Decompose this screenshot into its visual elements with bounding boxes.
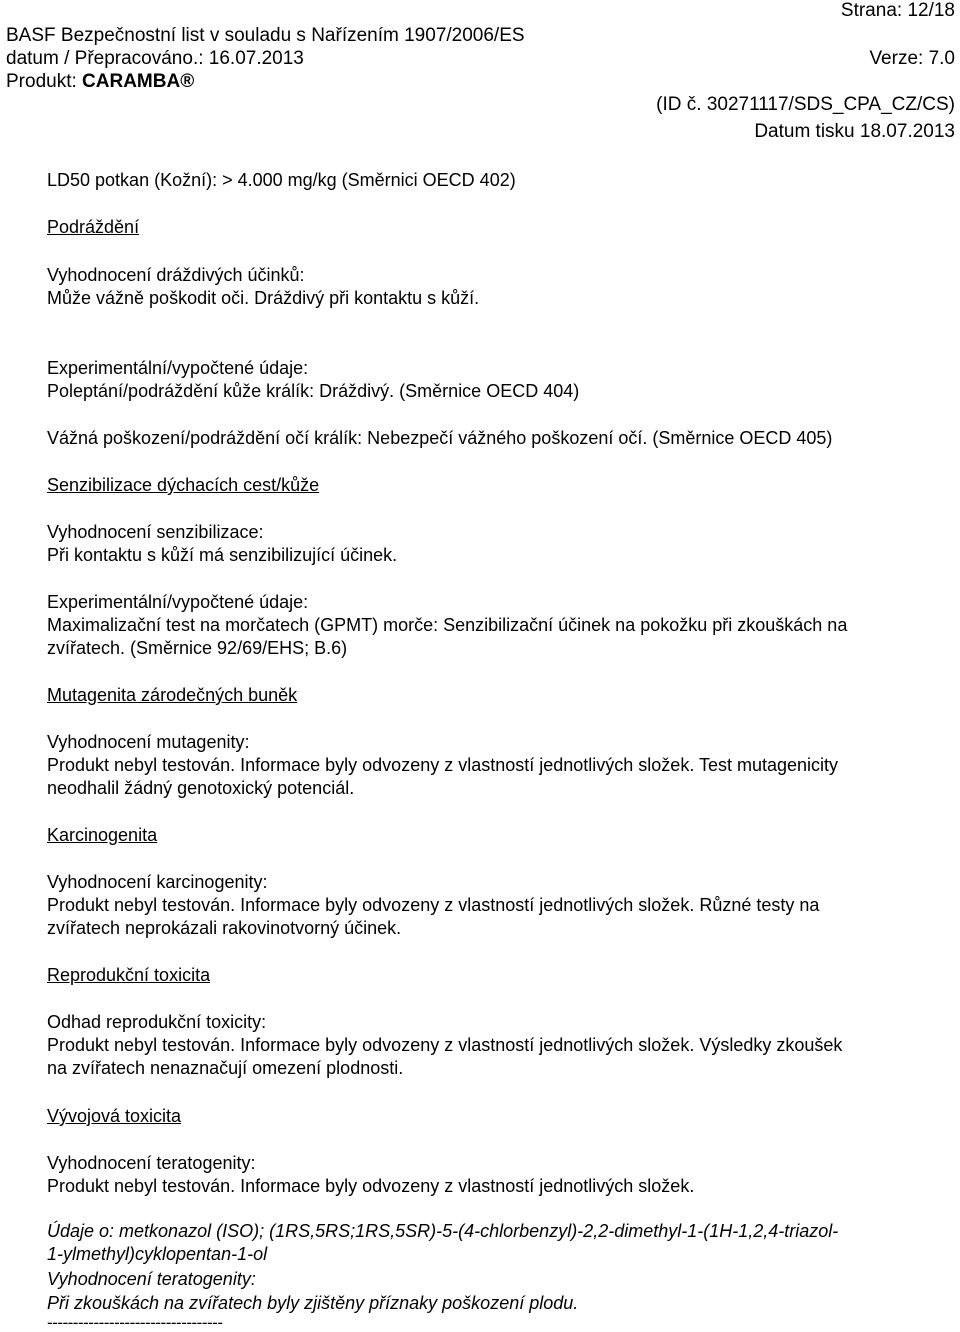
developmental-line1: Produkt nebyl testován. Informace byly odvozeny z vlastností jednotlivých složek.: [47, 1176, 695, 1196]
ld50-dermal: LD50 potkan (Kožní): > 4.000 mg/kg (Směrnici OECD 402): [47, 170, 516, 190]
sensitization-heading: Senzibilizace dýchacích cest/kůže: [47, 475, 320, 495]
irritation-skin: Poleptání/podráždění kůže králík: Dráždivý. (Směrnice OECD 404): [47, 381, 580, 401]
sensitization-exp-label: Experimentální/vypočtené údaje:: [47, 592, 309, 612]
irritation-exp-label: Experimentální/vypočtené údaje:: [47, 358, 309, 378]
note-line1: Údaje o: metkonazol (ISO); (1RS,5RS;1RS,5SR)-5-(4-chlorbenzyl)-2,2-dimethyl-1-(1H-1,2,4-triazol-: [47, 1221, 839, 1241]
developmental-eval-label: Vyhodnocení teratogenity:: [47, 1153, 256, 1173]
note-line4: Při zkouškách na zvířatech byly zjištěny příznaky poškození plodu.: [47, 1293, 579, 1313]
carcinogenicity-line1: Produkt nebyl testován. Informace byly odvozeny z vlastností jednotlivých složek. Různé testy na: [47, 895, 820, 915]
separator-line: ----------------------------------: [47, 1313, 223, 1332]
carcinogenicity-line2: zvířatech neprokázali rakovinotvorný účinek.: [47, 918, 402, 938]
irritation-eye: Vážná poškození/podráždění očí králík: Nebezpečí vážného poškození očí. (Směrnice OECD 405): [47, 428, 833, 448]
sensitization-eval-label: Vyhodnocení senzibilizace:: [47, 522, 264, 542]
carcinogenicity-eval-label: Vyhodnocení karcinogenity:: [47, 872, 268, 892]
page-number: Strana: 12/18: [840, 0, 955, 21]
irritation-eval-label: Vyhodnocení dráždivých účinků:: [47, 265, 305, 285]
product-line: [6, 71, 194, 93]
product-name: CARAMBA®: [82, 71, 195, 92]
product-label: Produkt:: [6, 71, 83, 92]
version: Verze: 7.0: [869, 48, 955, 69]
revision-date: datum / Přepracováno.: 16.07.2013: [6, 48, 304, 69]
sensitization-exp-line2: zvířatech. (Směrnice 92/69/EHS; B.6): [47, 638, 348, 658]
mutagenicity-line1: Produkt nebyl testován. Informace byly odvozeny z vlastností jednotlivých složek. Test mutagenicity: [47, 755, 839, 775]
reproductive-heading: Reprodukční toxicita: [47, 965, 211, 985]
sensitization-exp-line1: Maximalizační test na morčatech (GPMT) morče: Senzibilizační účinek na pokožku při zkouškách na: [47, 615, 848, 635]
sensitization-eval-text: Při kontaktu s kůží má senzibilizující účinek.: [47, 545, 398, 565]
carcinogenicity-heading: Karcinogenita: [47, 825, 158, 845]
note-line2: 1-ylmethyl)cyklopentan-1-ol: [47, 1244, 268, 1264]
reproductive-line1: Produkt nebyl testován. Informace byly odvozeny z vlastností jednotlivých složek. Výsledky zkoušek: [47, 1035, 843, 1055]
irritation-heading: Podráždění: [47, 217, 140, 237]
irritation-eval-text: Může vážně poškodit oči. Dráždivý při kontaktu s kůží.: [47, 288, 480, 308]
mutagenicity-line2: neodhalil žádný genotoxický potenciál.: [47, 778, 355, 798]
mutagenicity-heading: Mutagenita zárodečných buněk: [47, 685, 298, 705]
note-line3: Vyhodnocení teratogenity:: [47, 1269, 256, 1289]
reproductive-eval-label: Odhad reprodukční toxicity:: [47, 1012, 267, 1032]
document-id: (ID č. 30271117/SDS_CPA_CZ/CS): [656, 94, 955, 115]
developmental-heading: Vývojová toxicita: [47, 1106, 182, 1126]
reproductive-line2: na zvířatech nenaznačují omezení plodnosti.: [47, 1058, 404, 1078]
document-title: BASF Bezpečnostní list v souladu s Nařízením 1907/2006/ES: [6, 25, 525, 46]
print-date: Datum tisku 18.07.2013: [754, 121, 955, 142]
mutagenicity-eval-label: Vyhodnocení mutagenity:: [47, 732, 250, 752]
